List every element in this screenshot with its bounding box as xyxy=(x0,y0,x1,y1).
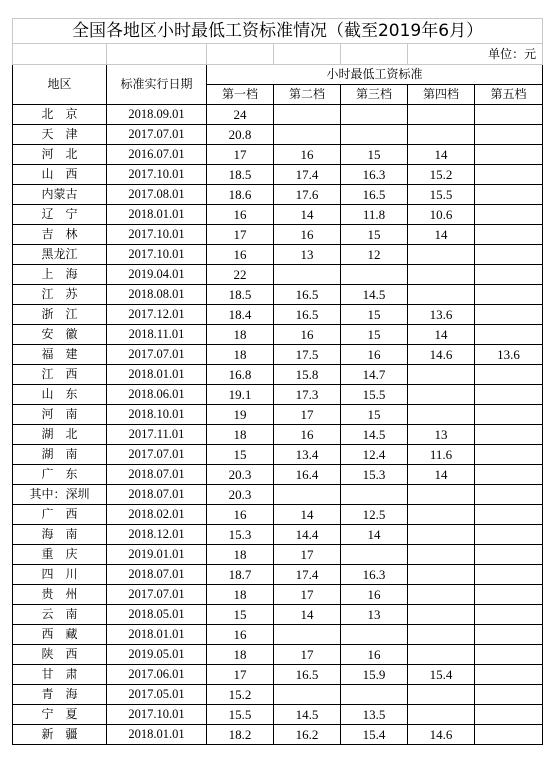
blank-cell xyxy=(274,44,341,65)
tier-1-cell: 18 xyxy=(207,645,274,665)
tier-4-cell: 11.6 xyxy=(408,445,475,465)
tier-2-cell: 17.5 xyxy=(274,345,341,365)
table-row xyxy=(13,525,543,545)
tier-1-cell: 18.5 xyxy=(207,165,274,185)
tier-4-cell xyxy=(408,105,475,125)
tier-5-cell xyxy=(475,725,543,745)
tier-3-cell: 11.8 xyxy=(341,205,408,225)
tier-4-cell xyxy=(408,645,475,665)
tier-5-cell xyxy=(475,125,543,145)
table-row xyxy=(13,605,543,625)
region-cell: 重 庆 xyxy=(13,545,107,565)
table-row xyxy=(13,545,543,565)
tier-1-cell: 18.5 xyxy=(207,285,274,305)
tier-4-cell xyxy=(408,125,475,145)
tier-3-cell: 15 xyxy=(341,145,408,165)
header-region: 地区 xyxy=(13,65,107,105)
date-cell: 2017.07.01 xyxy=(107,585,207,605)
tier-3-cell: 15 xyxy=(341,225,408,245)
tier-3-cell: 15.9 xyxy=(341,665,408,685)
tier-5-cell xyxy=(475,325,543,345)
region-cell: 江 西 xyxy=(13,365,107,385)
tier-2-cell xyxy=(274,105,341,125)
tier-1-cell: 15 xyxy=(207,445,274,465)
tier-2-cell: 17.6 xyxy=(274,185,341,205)
table-row xyxy=(13,725,543,745)
tier-1-cell: 17 xyxy=(207,665,274,685)
table-row xyxy=(13,565,543,585)
tier-1-cell: 18.2 xyxy=(207,725,274,745)
date-cell: 2018.12.01 xyxy=(107,525,207,545)
tier-4-cell xyxy=(408,265,475,285)
tier-1-cell: 19.1 xyxy=(207,385,274,405)
date-cell: 2019.05.01 xyxy=(107,645,207,665)
date-cell: 2018.01.01 xyxy=(107,625,207,645)
tier-4-cell xyxy=(408,285,475,305)
region-cell: 内蒙古 xyxy=(13,185,107,205)
region-cell: 福 建 xyxy=(13,345,107,365)
region-cell: 天 津 xyxy=(13,125,107,145)
table-row xyxy=(13,325,543,345)
tier-4-cell: 15.4 xyxy=(408,665,475,685)
date-cell: 2018.11.01 xyxy=(107,325,207,345)
date-cell: 2018.01.01 xyxy=(107,365,207,385)
tier-5-cell xyxy=(475,485,543,505)
date-cell: 2019.04.01 xyxy=(107,265,207,285)
table-row xyxy=(13,645,543,665)
tier-5-cell xyxy=(475,425,543,445)
tier-3-cell: 12.4 xyxy=(341,445,408,465)
tier-2-cell: 13.4 xyxy=(274,445,341,465)
table-row xyxy=(13,125,543,145)
tier-5-cell xyxy=(475,545,543,565)
tier-4-cell: 14 xyxy=(408,465,475,485)
tier-4-cell: 14 xyxy=(408,325,475,345)
tier-3-cell: 14.5 xyxy=(341,425,408,445)
tier-2-cell: 17 xyxy=(274,645,341,665)
tier-5-cell xyxy=(475,185,543,205)
tier-3-cell: 12.5 xyxy=(341,505,408,525)
tier-2-cell: 17.4 xyxy=(274,565,341,585)
tier-3-cell xyxy=(341,625,408,645)
tier-4-cell xyxy=(408,405,475,425)
table-row xyxy=(13,625,543,645)
date-cell: 2018.05.01 xyxy=(107,605,207,625)
minimum-wage-table xyxy=(12,18,543,745)
tier-2-cell: 14 xyxy=(274,205,341,225)
region-cell: 吉 林 xyxy=(13,225,107,245)
table-row xyxy=(13,585,543,605)
date-cell: 2018.02.01 xyxy=(107,505,207,525)
tier-2-cell xyxy=(274,685,341,705)
table-row xyxy=(13,305,543,325)
header-tier-2: 第二档 xyxy=(274,85,341,105)
region-cell: 新 疆 xyxy=(13,725,107,745)
region-cell: 江 苏 xyxy=(13,285,107,305)
date-cell: 2018.07.01 xyxy=(107,565,207,585)
header-date: 标准实行日期 xyxy=(107,65,207,105)
region-cell: 海 南 xyxy=(13,525,107,545)
region-cell: 青 海 xyxy=(13,685,107,705)
table-row xyxy=(13,225,543,245)
tier-2-cell: 17.3 xyxy=(274,385,341,405)
tier-5-cell: 13.6 xyxy=(475,345,543,365)
tier-5-cell xyxy=(475,585,543,605)
date-cell: 2017.10.01 xyxy=(107,165,207,185)
tier-2-cell: 17 xyxy=(274,585,341,605)
tier-4-cell xyxy=(408,505,475,525)
table-row xyxy=(13,345,543,365)
tier-1-cell: 16.8 xyxy=(207,365,274,385)
tier-4-cell: 10.6 xyxy=(408,205,475,225)
tier-5-cell xyxy=(475,445,543,465)
tier-5-cell xyxy=(475,405,543,425)
tier-4-cell: 13.6 xyxy=(408,305,475,325)
tier-4-cell xyxy=(408,245,475,265)
tier-4-cell xyxy=(408,625,475,645)
tier-3-cell: 15 xyxy=(341,325,408,345)
tier-2-cell: 14 xyxy=(274,505,341,525)
tier-3-cell: 14.7 xyxy=(341,365,408,385)
header-tier-4: 第四档 xyxy=(408,85,475,105)
date-cell: 2018.09.01 xyxy=(107,105,207,125)
tier-2-cell: 16.5 xyxy=(274,285,341,305)
region-cell: 甘 肃 xyxy=(13,665,107,685)
tier-3-cell: 16 xyxy=(341,345,408,365)
table-row xyxy=(13,145,543,165)
table-row xyxy=(13,265,543,285)
tier-3-cell: 15 xyxy=(341,305,408,325)
tier-5-cell xyxy=(475,525,543,545)
tier-2-cell xyxy=(274,265,341,285)
date-cell: 2017.05.01 xyxy=(107,685,207,705)
tier-1-cell: 15.2 xyxy=(207,685,274,705)
tier-4-cell: 14 xyxy=(408,145,475,165)
tier-5-cell xyxy=(475,205,543,225)
tier-2-cell: 13 xyxy=(274,245,341,265)
blank-cell xyxy=(341,44,408,65)
tier-3-cell: 15 xyxy=(341,405,408,425)
table-row xyxy=(13,165,543,185)
date-cell: 2017.06.01 xyxy=(107,665,207,685)
tier-3-cell xyxy=(341,105,408,125)
tier-4-cell xyxy=(408,485,475,505)
tier-1-cell: 16 xyxy=(207,205,274,225)
date-cell: 2017.11.01 xyxy=(107,425,207,445)
tier-1-cell: 24 xyxy=(207,105,274,125)
region-cell: 上 海 xyxy=(13,265,107,285)
table-row xyxy=(13,685,543,705)
blank-cell xyxy=(13,44,107,65)
tier-2-cell: 17.4 xyxy=(274,165,341,185)
region-cell: 广 东 xyxy=(13,465,107,485)
region-cell: 辽 宁 xyxy=(13,205,107,225)
table-row xyxy=(13,665,543,685)
table-title: 全国各地区小时最低工资标准情况（截至2019年6月） xyxy=(13,19,543,44)
tier-3-cell xyxy=(341,685,408,705)
tier-2-cell xyxy=(274,125,341,145)
tier-2-cell: 16 xyxy=(274,425,341,445)
tier-4-cell: 15.2 xyxy=(408,165,475,185)
tier-5-cell xyxy=(475,165,543,185)
region-cell: 四 川 xyxy=(13,565,107,585)
tier-5-cell xyxy=(475,245,543,265)
table-row xyxy=(13,205,543,225)
date-cell: 2018.07.01 xyxy=(107,465,207,485)
table-row xyxy=(13,465,543,485)
region-cell: 山 东 xyxy=(13,385,107,405)
tier-1-cell: 18 xyxy=(207,585,274,605)
region-cell: 广 西 xyxy=(13,505,107,525)
wage-table-sheet xyxy=(12,18,542,745)
tier-1-cell: 20.8 xyxy=(207,125,274,145)
region-cell: 山 西 xyxy=(13,165,107,185)
tier-3-cell: 12 xyxy=(341,245,408,265)
tier-1-cell: 20.3 xyxy=(207,465,274,485)
tier-1-cell: 18 xyxy=(207,545,274,565)
table-row xyxy=(13,365,543,385)
date-cell: 2017.08.01 xyxy=(107,185,207,205)
tier-3-cell: 16 xyxy=(341,585,408,605)
tier-3-cell: 14.5 xyxy=(341,285,408,305)
tier-5-cell xyxy=(475,465,543,485)
table-row xyxy=(13,105,543,125)
header-tier-1: 第一档 xyxy=(207,85,274,105)
tier-4-cell xyxy=(408,565,475,585)
tier-2-cell: 15.8 xyxy=(274,365,341,385)
date-cell: 2017.07.01 xyxy=(107,345,207,365)
tier-3-cell xyxy=(341,545,408,565)
tier-2-cell: 14.5 xyxy=(274,705,341,725)
region-cell: 云 南 xyxy=(13,605,107,625)
date-cell: 2016.07.01 xyxy=(107,145,207,165)
date-cell: 2018.01.01 xyxy=(107,725,207,745)
table-row xyxy=(13,385,543,405)
tier-5-cell xyxy=(475,145,543,165)
tier-1-cell: 16 xyxy=(207,505,274,525)
tier-5-cell xyxy=(475,285,543,305)
region-cell: 其中：深圳 xyxy=(13,485,107,505)
tier-5-cell xyxy=(475,365,543,385)
tier-1-cell: 16 xyxy=(207,245,274,265)
tier-5-cell xyxy=(475,565,543,585)
date-cell: 2017.07.01 xyxy=(107,445,207,465)
tier-1-cell: 15 xyxy=(207,605,274,625)
tier-4-cell xyxy=(408,705,475,725)
date-cell: 2017.10.01 xyxy=(107,705,207,725)
tier-1-cell: 18 xyxy=(207,345,274,365)
table-row xyxy=(13,485,543,505)
tier-3-cell: 15.3 xyxy=(341,465,408,485)
tier-2-cell: 17 xyxy=(274,405,341,425)
date-cell: 2018.07.01 xyxy=(107,485,207,505)
tier-5-cell xyxy=(475,385,543,405)
tier-3-cell: 15.5 xyxy=(341,385,408,405)
table-row xyxy=(13,245,543,265)
tier-2-cell: 16.5 xyxy=(274,665,341,685)
tier-1-cell: 18 xyxy=(207,325,274,345)
region-cell: 陕 西 xyxy=(13,645,107,665)
tier-4-cell: 13 xyxy=(408,425,475,445)
date-cell: 2017.10.01 xyxy=(107,245,207,265)
table-row xyxy=(13,405,543,425)
tier-3-cell: 13.5 xyxy=(341,705,408,725)
region-cell: 浙 江 xyxy=(13,305,107,325)
region-cell: 宁 夏 xyxy=(13,705,107,725)
table-row xyxy=(13,445,543,465)
tier-5-cell xyxy=(475,705,543,725)
region-cell: 安 徽 xyxy=(13,325,107,345)
date-cell: 2017.12.01 xyxy=(107,305,207,325)
region-cell: 河 北 xyxy=(13,145,107,165)
table-row xyxy=(13,505,543,525)
tier-4-cell xyxy=(408,605,475,625)
tier-3-cell: 16.5 xyxy=(341,185,408,205)
tier-1-cell: 20.3 xyxy=(207,485,274,505)
table-row xyxy=(13,285,543,305)
tier-2-cell: 16 xyxy=(274,225,341,245)
date-cell: 2018.08.01 xyxy=(107,285,207,305)
tier-5-cell xyxy=(475,225,543,245)
tier-3-cell: 15.4 xyxy=(341,725,408,745)
tier-5-cell xyxy=(475,665,543,685)
region-cell: 湖 北 xyxy=(13,425,107,445)
tier-2-cell: 16 xyxy=(274,145,341,165)
tier-2-cell: 16.5 xyxy=(274,305,341,325)
tier-2-cell: 16.2 xyxy=(274,725,341,745)
date-cell: 2018.01.01 xyxy=(107,205,207,225)
tier-1-cell: 15.5 xyxy=(207,705,274,725)
header-wage-group: 小时最低工资标准 xyxy=(207,65,543,85)
tier-3-cell xyxy=(341,125,408,145)
tier-1-cell: 18.4 xyxy=(207,305,274,325)
date-cell: 2017.07.01 xyxy=(107,125,207,145)
tier-5-cell xyxy=(475,625,543,645)
region-cell: 湖 南 xyxy=(13,445,107,465)
tier-5-cell xyxy=(475,685,543,705)
date-cell: 2018.06.01 xyxy=(107,385,207,405)
region-cell: 贵 州 xyxy=(13,585,107,605)
tier-4-cell xyxy=(408,525,475,545)
tier-4-cell: 14 xyxy=(408,225,475,245)
tier-3-cell: 13 xyxy=(341,605,408,625)
tier-1-cell: 22 xyxy=(207,265,274,285)
tier-2-cell: 14.4 xyxy=(274,525,341,545)
tier-2-cell xyxy=(274,625,341,645)
tier-4-cell xyxy=(408,365,475,385)
tier-4-cell xyxy=(408,685,475,705)
tier-2-cell: 17 xyxy=(274,545,341,565)
tier-3-cell: 16 xyxy=(341,645,408,665)
tier-2-cell: 16 xyxy=(274,325,341,345)
date-cell: 2018.10.01 xyxy=(107,405,207,425)
tier-1-cell: 18.7 xyxy=(207,565,274,585)
tier-1-cell: 17 xyxy=(207,145,274,165)
tier-2-cell: 14 xyxy=(274,605,341,625)
header-tier-5: 第五档 xyxy=(475,85,543,105)
tier-2-cell xyxy=(274,485,341,505)
tier-5-cell xyxy=(475,605,543,625)
tier-3-cell xyxy=(341,265,408,285)
tier-2-cell: 16.4 xyxy=(274,465,341,485)
tier-4-cell xyxy=(408,545,475,565)
tier-5-cell xyxy=(475,265,543,285)
tier-1-cell: 15.3 xyxy=(207,525,274,545)
tier-5-cell xyxy=(475,645,543,665)
region-cell: 北 京 xyxy=(13,105,107,125)
tier-3-cell: 16.3 xyxy=(341,565,408,585)
region-cell: 西 藏 xyxy=(13,625,107,645)
table-row xyxy=(13,185,543,205)
tier-4-cell: 14.6 xyxy=(408,345,475,365)
table-row xyxy=(13,705,543,725)
tier-1-cell: 19 xyxy=(207,405,274,425)
header-tier-3: 第三档 xyxy=(341,85,408,105)
tier-1-cell: 16 xyxy=(207,625,274,645)
tier-5-cell xyxy=(475,105,543,125)
tier-4-cell xyxy=(408,585,475,605)
date-cell: 2019.01.01 xyxy=(107,545,207,565)
tier-3-cell: 14 xyxy=(341,525,408,545)
date-cell: 2017.10.01 xyxy=(107,225,207,245)
tier-5-cell xyxy=(475,505,543,525)
tier-1-cell: 17 xyxy=(207,225,274,245)
tier-1-cell: 18 xyxy=(207,425,274,445)
region-cell: 黑龙江 xyxy=(13,245,107,265)
tier-1-cell: 18.6 xyxy=(207,185,274,205)
tier-4-cell xyxy=(408,385,475,405)
tier-5-cell xyxy=(475,305,543,325)
blank-cell xyxy=(107,44,207,65)
tier-4-cell: 15.5 xyxy=(408,185,475,205)
tier-4-cell: 14.6 xyxy=(408,725,475,745)
tier-3-cell: 16.3 xyxy=(341,165,408,185)
unit-label: 单位：元 xyxy=(408,44,543,65)
tier-3-cell xyxy=(341,485,408,505)
table-row xyxy=(13,425,543,445)
blank-cell xyxy=(207,44,274,65)
region-cell: 河 南 xyxy=(13,405,107,425)
